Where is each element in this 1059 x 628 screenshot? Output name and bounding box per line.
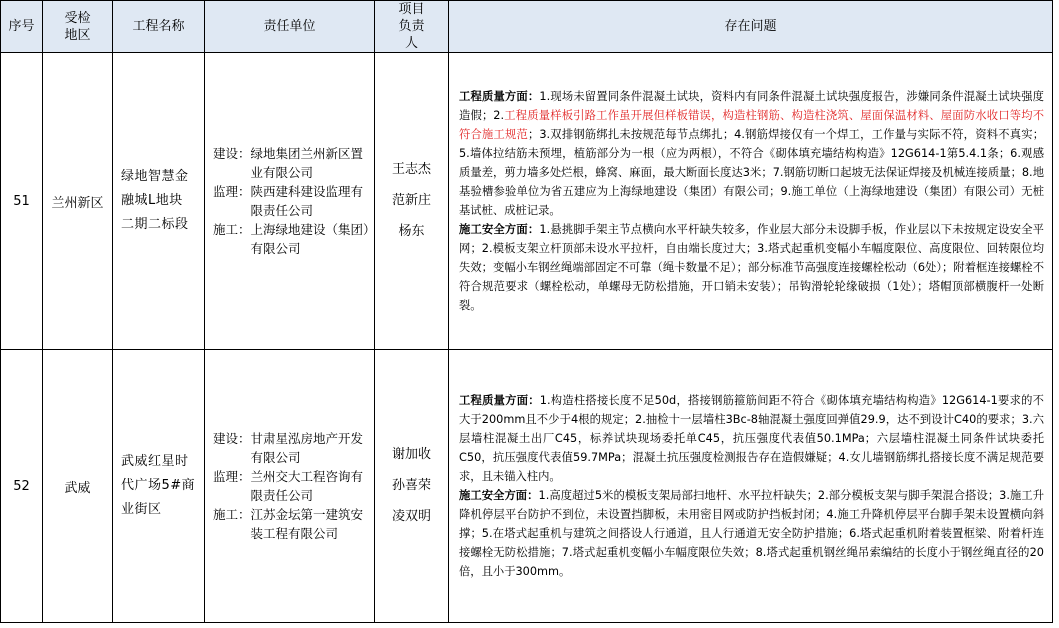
table-header-row: [1, 1, 1053, 53]
person-name: 谢加收: [391, 447, 431, 462]
cell-persons: [375, 53, 449, 350]
header-project: 工程名称: [113, 1, 205, 53]
safety-issues: 施工安全方面：1.悬挑脚手架主节点横向水平杆缺失较多，作业层大部分未设脚手板，作业层以下未按规定设安全平网；2.模板支架立杆顶部未设水平拉杆，自由端长度过大；3.塔式起重机变幅小车幅度限位、高度限位、回转限位均失效；变幅小车钢丝绳端部固定不可靠（绳卡数量不足）；部分标准节高强度连接螺栓松动（6处）；附着框连接螺栓不符合规范要求（螺栓松动，单螺母无防松措施，开口销未安装）；吊钩滑轮轮缘破损（1处）；塔帽顶部横腹杆一处断裂。: [459, 223, 1044, 312]
cell-project: 绿地智慧金融城L地块二期二标段: [113, 53, 205, 350]
unit-supervisor: 监理： 陕西建科建设监理有限责任公司: [213, 184, 364, 218]
unit-supervisor: 监理： 兰州交大工程咨询有限责任公司: [213, 469, 364, 503]
person-name: 凌双明: [391, 509, 431, 524]
unit-contractor: 施工： 上海绿地建设（集团）有限公司: [213, 222, 370, 256]
unit-contractor: 施工： 江苏金坛第一建筑安装工程有限公司: [213, 507, 364, 541]
cell-issues: [449, 53, 1053, 350]
person-name: 杨东: [398, 224, 425, 239]
cell-units: [205, 350, 375, 623]
unit-builder: 建设： 甘肃星泓房地产开发有限公司: [213, 431, 364, 465]
header-person: 项目负责人: [375, 1, 449, 53]
header-seq: 序号: [1, 1, 43, 53]
table-row: [1, 53, 1053, 350]
cell-units: [205, 53, 375, 350]
cell-area: 兰州新区: [43, 53, 113, 350]
cell-seq: 51: [1, 53, 43, 350]
highlighted-issue: 工程质量样板引路工作虽开展但样板错误，构造柱钢筋、构造柱浇筑、屋面保温材料、屋面防水收口等均不符合施工规范: [459, 109, 1044, 141]
person-name: 王志杰: [391, 162, 431, 177]
cell-area: 武威: [43, 350, 113, 623]
unit-builder: 建设： 绿地集团兰州新区置业有限公司: [213, 146, 364, 180]
cell-seq: 52: [1, 350, 43, 623]
quality-issues: 工程质量方面：1.现场未留置同条件混凝土试块，资料内有同条件混凝土试块强度报告，涉嫌同条件混凝土试块强度造假；2.工程质量样板引路工作虽开展但样板错误，构造柱钢筋、构造柱浇筑、屋面保温材料、屋面防水收口等均不符合施工规范；3.双排钢筋绑扎未按规范每节点绑扎；4.钢筋焊接仅有一个焊工，工作量与实际不符，资料不真实；5.墙体拉结筋未预埋，植筋部分为一根（应为两根），不符合《砌体填充墙结构构造》12G614-1第5.4.1条；6.观感质量差，剪力墙多处烂根，蜂窝、麻面，最大断面长度达3米；7.钢筋切断口起坡无法保证焊接及机械连接质量；8.地基验槽参验单位为省五建应为上海绿地建设（集团）有限公司；9.施工单位（上海绿地建设（集团）有限公司）无桩基试桩、成桩记录。: [459, 90, 1044, 217]
cell-project: 武威红星时代广场5#商业街区: [113, 350, 205, 623]
safety-issues: 施工安全方面：1.高度超过5米的模板支架局部扫地杆、水平拉杆缺失；2.部分模板支架与脚手架混合搭设；3.施工升降机停层平台防护不到位，未设置挡脚板，未用密目网或防护挡板封闭；4.施工升降机停层平台脚手架未设置横向斜撑；5.在塔式起重机与建筑之间搭设人行通道，且人行通道无安全防护措施；6.塔式起重机附着装置框梁、附着杆连接螺栓无防松措施；7.塔式起重机变幅小车幅度限位失效；8.塔式起重机钢丝绳吊索编结的长度小于钢丝绳直径的20倍，且小于300mm。: [459, 489, 1044, 578]
quality-issues: 工程质量方面：1.构造柱搭接长度不足50d，搭接钢筋箍筋间距不符合《砌体填充墙结构构造》12G614-1要求的不大于200mm且不少于4根的规定；2.抽检十一层墙柱3Bc-8轴混凝土强度回弹值29.9，达不到设计C40的要求；3.六层墙柱混凝土出厂C45，标养试块现场委托单C45，抗压强度代表值50.1MPa；六层墙柱混凝土同条件试块委托C50，抗压强度代表值59.7MPa；混凝土抗压强度检测报告存在造假嫌疑；4.女儿墙钢筋绑扎搭接长度不满足规范要求，且未锚入柱内。: [459, 394, 1044, 483]
cell-issues: [449, 350, 1053, 623]
header-unit: 责任单位: [205, 1, 375, 53]
header-issues: 存在问题: [449, 1, 1053, 53]
person-name: 范新庄: [391, 193, 431, 208]
cell-persons: [375, 350, 449, 623]
table-row: [1, 350, 1053, 623]
person-name: 孙喜荣: [391, 478, 431, 493]
header-area: 受检地区: [43, 1, 113, 53]
